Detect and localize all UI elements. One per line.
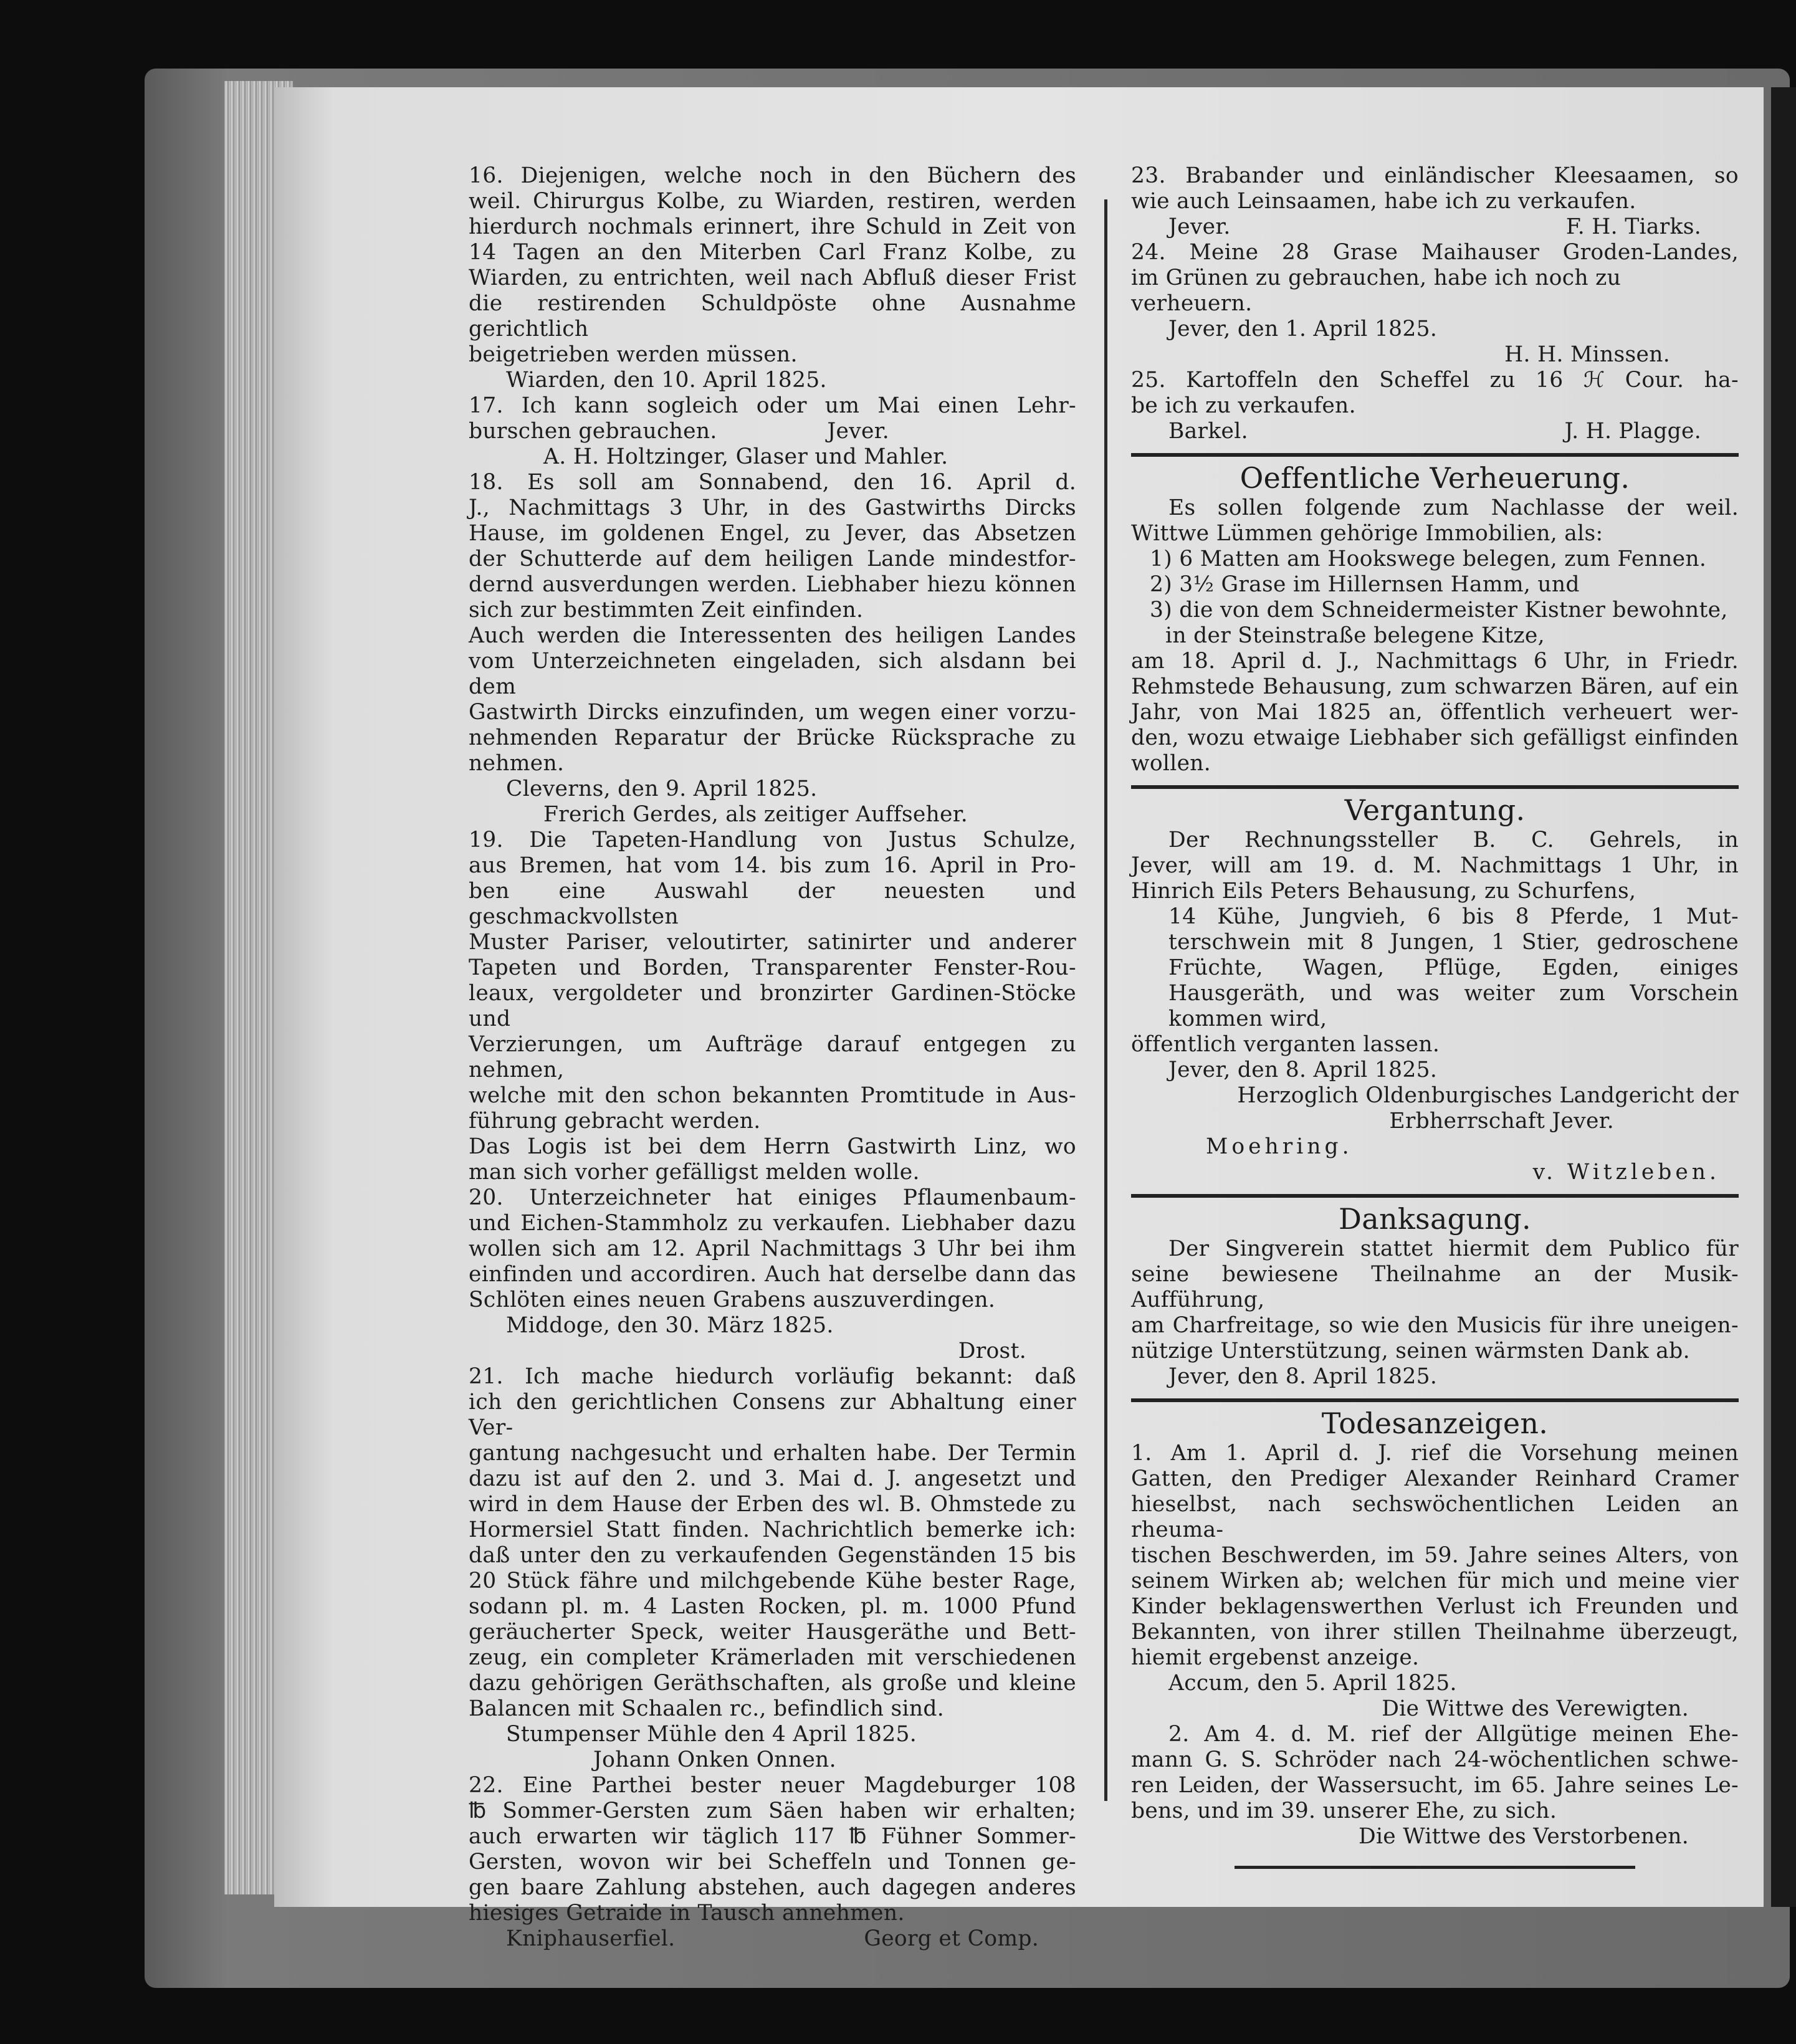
text-line: 1. Am 1. April d. J. rief die Vorsehung meinen: [1131, 1441, 1739, 1466]
text-line: wollen.: [1131, 751, 1211, 776]
place-name: Kniphauserfiel.: [506, 1926, 676, 1951]
text-line: Der Singverein stattet hiermit dem Publico für: [1168, 1236, 1739, 1261]
notice-21: [469, 1364, 1076, 1773]
list-item: 14 Kühe, Jungvieh, 6 bis 8 Pferde, 1 Mut-: [1168, 904, 1739, 929]
list-item: 3) die von dem Schneidermeister Kistner bewohnte,: [1150, 598, 1728, 623]
place-date: Accum, den 5. April 1825.: [1168, 1671, 1457, 1696]
text-line: dazu ist auf den 2. und 3. Mai d. J. angesetzt und: [469, 1466, 1076, 1491]
text-line: seinem Wirken ab; welchen für mich und meine vier: [1131, 1569, 1739, 1593]
text-line: wird in dem Hause der Erben des wl. B. Ohmstede zu: [469, 1492, 1076, 1517]
list-item: in der Steinstraße belegene Kitze,: [1165, 623, 1545, 648]
text-line: leaux, vergoldeter und bronzirter Gardinen-Stöcke und: [469, 981, 1076, 1031]
book-spine: [1771, 87, 1796, 1907]
text-line: weil. Chirurgus Kolbe, zu Wiarden, restiren, werden: [469, 189, 1076, 214]
notice-19: [469, 828, 1076, 1185]
text-line: Gastwirth Dircks einzufinden, um wegen einer vorzu-: [469, 700, 1076, 725]
signature: v. Witzleben.: [1532, 1160, 1720, 1185]
section-rule: [1131, 1398, 1739, 1402]
court-name: Herzoglich Oldenburgisches Landgericht der: [1237, 1083, 1739, 1108]
text-line: die restirenden Schuldpöste ohne Ausnahme gerichtlich: [469, 291, 1076, 341]
notice-22: [469, 1773, 1076, 1952]
text-fragment: burschen gebrauchen.: [469, 419, 717, 444]
text-line: Kinder beklagenswerthen Verlust ich Freunden und: [1131, 1594, 1739, 1619]
notice-23: [1131, 163, 1739, 240]
section-rule: [1131, 453, 1739, 457]
place-date: Middoge, den 30. März 1825.: [506, 1313, 834, 1338]
text-line: 22. Eine Parthei bester neuer Magdeburger 108: [469, 1773, 1076, 1798]
text-line: 17. Ich kann sogleich oder um Mai einen Lehr-: [469, 393, 1076, 418]
place-date: Jever, den 8. April 1825.: [1168, 1364, 1438, 1389]
text-line: 14 Tagen an den Miterben Carl Franz Kolbe, zu: [469, 240, 1076, 265]
text-line: nützige Unterstützung, seinen wärmsten Dank ab.: [1131, 1339, 1690, 1363]
signature-line: [469, 1926, 1076, 1952]
text-line: 20 Stück fähre und milchgebende Kühe bester Rage,: [469, 1569, 1076, 1593]
place-date: Jever, den 1. April 1825.: [1168, 317, 1438, 341]
text-line: Es sollen folgende zum Nachlasse der weil.: [1168, 495, 1739, 520]
place-date: Cleverns, den 9. April 1825.: [506, 776, 818, 801]
text-line: Muster Pariser, veloutirter, satinirter und anderer: [469, 930, 1076, 955]
notice-24: [1131, 240, 1739, 368]
list-item: Früchte, Wagen, Pflüge, Egden, einiges: [1168, 955, 1739, 980]
text-line: hiemit ergebenst anzeige.: [1131, 1645, 1420, 1670]
list-item: 1) 6 Matten am Hookswege belegen, zum Fennen.: [1150, 547, 1707, 571]
signature: Moehring.: [1206, 1134, 1353, 1159]
place-date: Wiarden, den 10. April 1825.: [506, 368, 827, 393]
text-line: Tapeten und Borden, Transparenter Fenster-Rou-: [469, 955, 1076, 980]
text-line: ren Leiden, der Wassersucht, im 65. Jahre seines Le-: [1131, 1773, 1739, 1798]
signature: Frerich Gerdes, als zeitiger Auffseher.: [543, 802, 968, 827]
court-name: Erbherrschaft Jever.: [1389, 1109, 1614, 1134]
text-line: Gatten, den Prediger Alexander Reinhard Cramer: [1131, 1466, 1739, 1491]
text-line: beigetrieben werden müssen.: [469, 342, 798, 367]
text-line: und Eichen-Stammholz zu verkaufen. Liebhaber dazu: [469, 1211, 1076, 1236]
right-column: [1131, 163, 1739, 1869]
text-line: Schlöten eines neuen Grabens auszuverdingen.: [469, 1287, 996, 1312]
text-line: be ich zu verkaufen.: [1131, 393, 1356, 418]
text-line: dazu gehörigen Geräthschaften, als große und kleine: [469, 1671, 1076, 1696]
text-line: Jahr, von Mai 1825 an, öffentlich verheuert wer-: [1131, 700, 1739, 725]
list-item: terschwein mit 8 Jungen, 1 Stier, gedroschene: [1168, 930, 1739, 955]
text-line: Jever, will am 19. d. M. Nachmittags 1 Uhr, in: [1131, 853, 1739, 878]
text-line: 24. Meine 28 Grase Maihauser Groden-Landes,: [1131, 240, 1739, 265]
text-line: wollen sich am 12. April Nachmittags 3 Uhr bei ihm: [469, 1236, 1076, 1261]
text-line: am Charfreitage, so wie den Musicis für ihre uneigen-: [1131, 1313, 1739, 1338]
section-vergantung: [1131, 793, 1739, 1185]
notice-17: [469, 393, 1076, 470]
left-column: [469, 163, 1076, 1952]
text-line: ben eine Auswahl der neuesten und geschmackvollsten: [469, 879, 1076, 929]
text-line: auch erwarten wir täglich 117 ℔ Fühner Sommer-: [469, 1824, 1076, 1849]
text-line: vom Unterzeichneten eingeladen, sich alsdann bei dem: [469, 649, 1076, 699]
section-heading: Todesanzeigen.: [1321, 1406, 1549, 1440]
place-name: Jever.: [1168, 214, 1231, 239]
place-date: Jever, den 8. April 1825.: [1168, 1058, 1438, 1082]
text-line: man sich vorher gefälligst melden wolle.: [469, 1160, 920, 1185]
section-verheuerung: [1131, 461, 1739, 776]
column-divider: [1104, 199, 1107, 1801]
list-item: 2) 3½ Grase im Hillernsen Hamm, und: [1150, 572, 1580, 597]
end-rule: [1235, 1866, 1636, 1869]
text-line: führung gebracht werden.: [469, 1109, 761, 1134]
text-line: Rehmstede Behausung, zum schwarzen Bären, auf ein: [1131, 674, 1739, 699]
text-line: öffentlich verganten lassen.: [1131, 1032, 1440, 1057]
signature: Drost.: [958, 1339, 1026, 1363]
signature: H. H. Minssen.: [1504, 342, 1670, 367]
section-rule: [1131, 1194, 1739, 1198]
text-line: einfinden und accordiren. Auch hat derselbe dann das: [469, 1262, 1076, 1287]
signature-line: [1131, 419, 1739, 444]
section-heading: Danksagung.: [1339, 1202, 1531, 1236]
text-line: aus Bremen, hat vom 14. bis zum 16. April in Pro-: [469, 853, 1076, 878]
text-line: Das Logis ist bei dem Herrn Gastwirth Linz, wo: [469, 1134, 1076, 1159]
text-line: Wittwe Lümmen gehörige Immobilien, als:: [1131, 521, 1603, 546]
section-heading: Oeffentliche Verheuerung.: [1240, 461, 1630, 495]
text-line: welche mit den schon bekannten Promtitude in Aus-: [469, 1083, 1076, 1108]
text-line: im Grünen zu gebrauchen, habe ich noch zu verheuern.: [1131, 265, 1622, 316]
text-line: Bekannten, von ihrer stillen Theilnahme überzeugt,: [1131, 1620, 1739, 1645]
text-line: 18. Es soll am Sonnabend, den 16. April d.: [469, 470, 1076, 495]
text-line: gantung nachgesucht und erhalten habe. Der Termin: [469, 1441, 1076, 1466]
text-line: Gersten, wovon wir bei Scheffeln und Tonnen ge-: [469, 1850, 1076, 1874]
text-line: 23. Brabander und einländischer Kleesaamen, so: [1131, 163, 1739, 188]
text-line: zeug, ein completer Krämerladen mit verschiedenen: [469, 1645, 1076, 1670]
notice-16: [469, 163, 1076, 393]
text-line: hierdurch nochmals erinnert, ihre Schuld in Zeit von: [469, 214, 1076, 239]
notice-20: [469, 1185, 1076, 1364]
text-line: J., Nachmittags 3 Uhr, in des Gastwirths Dircks: [469, 495, 1076, 520]
section-danksagung: [1131, 1201, 1739, 1390]
text-line: nehmenden Reparatur der Brücke Rücksprache zu nehmen.: [469, 725, 1076, 776]
text-line: Verzierungen, um Aufträge darauf entgegen zu nehmen,: [469, 1032, 1076, 1082]
signature: J. H. Plagge.: [1564, 419, 1701, 444]
text-line: hieselbst, nach sechswöchentlichen Leiden an rheuma-: [1131, 1492, 1739, 1542]
place-name: Jever.: [827, 419, 889, 444]
text-line: tischen Beschwerden, im 59. Jahre seines Alters, von: [1131, 1543, 1739, 1568]
text-line: den, wozu etwaige Liebhaber sich gefälligst einfinden: [1131, 725, 1739, 750]
notice-25: [1131, 368, 1739, 444]
text-line: Der Rechnungssteller B. C. Gehrels, in: [1168, 828, 1739, 852]
text-line: wie auch Leinsaamen, habe ich zu verkaufen.: [1131, 189, 1636, 214]
place-date: Stumpenser Mühle den 4 April 1825.: [506, 1722, 917, 1747]
signature: F. H. Tiarks.: [1565, 214, 1701, 239]
signature: Georg et Comp.: [864, 1926, 1039, 1951]
text-line: geräucherter Speck, weiter Hausgeräthe und Bett-: [469, 1620, 1076, 1645]
text-line: daß unter den zu verkaufenden Gegenständen 15 bis: [469, 1543, 1076, 1568]
text-line: 21. Ich mache hiedurch vorläufig bekannt: daß: [469, 1364, 1076, 1389]
text-line: sodann pl. m. 4 Lasten Rocken, pl. m. 1000 Pfund: [469, 1594, 1076, 1619]
signature-line: [1131, 214, 1739, 240]
text-line: 16. Diejenigen, welche noch in den Büchern des: [469, 163, 1076, 188]
text-line: [469, 419, 1076, 444]
text-line: 2. Am 4. d. M. rief der Allgütige meinen Ehe-: [1168, 1722, 1739, 1747]
text-line: Balancen mit Schaalen rc., befindlich sind.: [469, 1696, 945, 1721]
text-line: sich zur bestimmten Zeit einfinden.: [469, 598, 864, 623]
text-line: dernd ausverdungen werden. Liebhaber hiezu können: [469, 572, 1076, 597]
section-heading: Vergantung.: [1344, 793, 1526, 827]
text-line: Hause, im goldenen Engel, zu Jever, das Absetzen: [469, 521, 1076, 546]
text-line: am 18. April d. J., Nachmittags 6 Uhr, in Friedr.: [1131, 649, 1739, 674]
text-line: gen baare Zahlung abstehen, auch dagegen anderes: [469, 1875, 1076, 1900]
text-line: ich den gerichtlichen Consens zur Abhaltung einer Ver-: [469, 1390, 1076, 1440]
notice-18: [469, 470, 1076, 828]
text-line: Hormersiel Statt finden. Nachrichtlich bemerke ich:: [469, 1517, 1076, 1542]
signature: Die Wittwe des Verewigten.: [1382, 1696, 1689, 1721]
signature: Die Wittwe des Verstorbenen.: [1359, 1824, 1689, 1849]
place-name: Barkel.: [1168, 419, 1248, 444]
text-line: hiesiges Getraide in Tausch annehmen.: [469, 1901, 905, 1926]
text-line: Auch werden die Interessenten des heiligen Landes: [469, 623, 1076, 648]
signature: A. H. Holtzinger, Glaser und Mahler.: [543, 444, 948, 469]
text-line: der Schutterde auf dem heiligen Lande mindestfor-: [469, 547, 1076, 571]
text-line: 20. Unterzeichneter hat einiges Pflaumenbaum-: [469, 1185, 1076, 1210]
text-line: 25. Kartoffeln den Scheffel zu 16 ℋ Cour. ha-: [1131, 368, 1739, 393]
section-todesanzeigen: [1131, 1406, 1739, 1869]
list-item: Hausgeräth, und was weiter zum Vorschein: [1168, 981, 1739, 1006]
text-line: 19. Die Tapeten-Handlung von Justus Schulze,: [469, 828, 1076, 852]
text-line: seine bewiesene Theilnahme an der Musik-Aufführung,: [1131, 1262, 1739, 1312]
list-item: kommen wird,: [1168, 1006, 1327, 1031]
text-line: Wiarden, zu entrichten, weil nach Abfluß dieser Frist: [469, 265, 1076, 290]
text-line: ℔ Sommer-Gersten zum Säen haben wir erhalten;: [469, 1798, 1076, 1823]
signature: Johann Onken Onnen.: [593, 1747, 836, 1772]
text-line: bens, und im 39. unserer Ehe, zu sich.: [1131, 1798, 1557, 1823]
section-rule: [1131, 785, 1739, 789]
text-line: Hinrich Eils Peters Behausung, zu Schurfens,: [1131, 879, 1636, 904]
text-line: mann G. S. Schröder nach 24-wöchentlichen schwe-: [1131, 1747, 1739, 1772]
